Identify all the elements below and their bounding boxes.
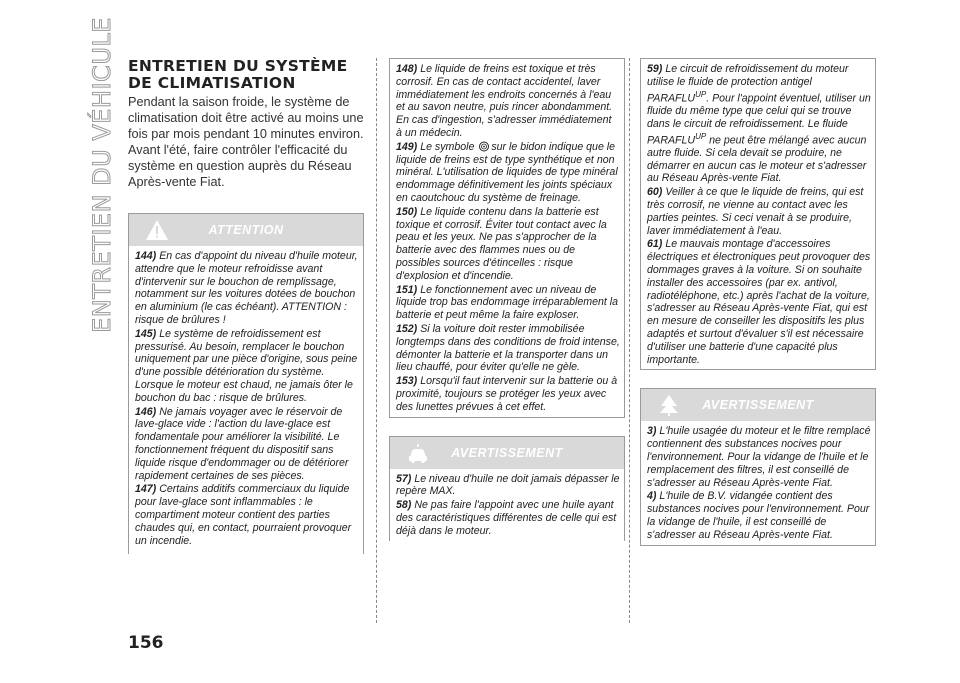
note-149: 149) Le symbole sur le bidon indique que le liquide de freins est de type synthétique et non minéral. L'utilisation de liquides de type minéral endommage définitivement les joints spéciaux en caoutchouc du système de freinage. [396,140,618,204]
avertissement-header-1 [390,437,624,469]
attention-header [129,214,363,246]
section-intro: Pendant la saison froide, le système de climatisation doit être activé au moins une fois par mois pendant 10 minutes environ. Avant l'été, faire contrôler l'efficacité du système en question auprès du Réseau Après-vente Fiat. [128,95,364,189]
avertissement-label-1: AVERTISSEMENT [451,445,563,460]
note-153: 153) Lorsqu'il faut intervenir sur la batterie ou à proximité, toujours se protéger les yeux avec des lunettes prévues à cet effet. [396,375,618,413]
column-divider [376,58,377,623]
column-3 [640,58,876,546]
note-60: 60) Veiller à ce que le liquide de freins, qui est très corrosif, ne vienne au contact avec les parties peintes. Si ceci venait à se produire, laver immédiatement à l'eau. [647,186,864,237]
avertissement-header-2 [641,389,875,421]
note-61: 61) Le mauvais montage d'accessoires électriques et électroniques peut provoquer des dommages graves à la voiture. Si on souhaite installer des accessoires (par ex. antivol, radiotéléphone, etc.) après l'achat de la voiture, s'adresser au Réseau Après-vente Fiat, qui est en mesure de conseiller les dispositifs les plus adaptés et surtout d'évaluer s'il est nécessaire d'utiliser une batterie d'une capacité plus importante. [647,238,871,366]
note-144: 144) En cas d'appoint du niveau d'huile moteur, attendre que le moteur refroidisse avant d'intervenir sur le bouchon de remplissage, notamment sur les voitures dotées de bouchon en aluminium (le cas échéant). ATTENTION : risque de brûlures ! [135,250,358,326]
attention-box [128,213,364,554]
attention-box-continued [389,58,625,418]
attention-label: ATTENTION [208,223,284,237]
note-148: 148) Le liquide de freins est toxique et très corrosif. En cas de contact accidentel, laver immédiatement les endroits concernés à l'eau et au savon neutre, puis rincer abondamment. En cas d'ingestion, s'adresser immédiatement à un médecin. [396,63,613,139]
note-145: 145) Le système de refroidissement est pressurisé. Au besoin, remplacer le bouchon uniquement par une pièce d'origine, sous peine d'une possible détérioration du système. Lorsque le moteur est chaud, ne jamais ôter le bouchon du bac : risque de brûlures. [135,327,358,404]
note-150: 150) Le liquide contenu dans la batterie est toxique et corrosif. Éviter tout contact avec la peau et les yeux. Ne pas s'approcher de la batterie avec des flammes nues ou de possibles sources d'étincelles : risque d'explosion et d'incendie. [396,205,607,282]
avertissement-body-2 [641,421,875,544]
avertissement-box-2 [640,388,876,545]
avertissement-box-1 [389,436,625,541]
avertissement-box-1-continued [640,58,876,370]
attention-body-part2 [390,59,624,417]
car-warning-icon [406,442,430,464]
avertissement-body-1b [641,59,875,369]
page-number: 156 [128,633,164,653]
attention-body-part1 [129,246,363,554]
column-divider [629,58,630,623]
section-title: ENTRETIEN DU SYSTÈME DE CLIMATISATION [128,57,348,92]
note-3: 3) L'huile usagée du moteur et le filtre remplacé contiennent des substances nocives pour l'environnement. Pour la vidange de l'huile et le remplacement des filtres, il est conseillé de s'adresser au Réseau Après-vente Fiat. [647,425,871,489]
note-151: 151) Le fonctionnement avec un niveau de liquide trop bas endommage irréparablement la batterie et peut même la faire exploser. [396,283,619,322]
column-1 [128,58,364,554]
note-59: 59) Le circuit de refroidissement du moteur utilise le fluide de protection antigel $PARAFLU^{UP}$. Pour l'appoint éventuel, utiliser un fluide du même type que celui qui se trouve dans le circuit de refroidissement. Le fluide $PARAFLU^{UP}$ ne peut être mélangé avec aucun autre fluide. Si cela devait se produire, ne démarrer en aucun cas le moteur et s'adresser au Réseau Après-vente Fiat. [647,63,871,185]
warning-triangle-icon [145,219,169,241]
note-57: 57) Le niveau d'huile ne doit jamais dépasser le repère MAX. [396,472,620,498]
note-152: 152) Si la voiture doit rester immobilisée longtemps dans des conditions de froid intense, démonter la batterie et la transporter dans un lieu chauffé, pour éviter qu'elle ne gèle. [396,322,620,374]
note-146: 146) Ne jamais voyager avec le réservoir de lave-glace vide : l'action du lave-glace est fondamentale pour améliorer la visibilité. Le fonctionnement fréquent du dispositif sans liquide risque d'endommager ou de détériorer rapidement certaines de ses pièces. [135,405,349,482]
environment-tree-icon [657,394,681,416]
note-4: 4) L'huile de B.V. vidangée contient des substances nocives pour l'environnement. Pour la vidange de l'huile, il est conseillé de s'adresser au Réseau Après-vente Fiat. [647,490,870,541]
brake-fluid-symbol-icon [478,141,490,152]
avertissement-body-1a [390,469,624,541]
note-58: 58) Ne pas faire l'appoint avec une huile ayant des caractéristiques différentes de celle qui est déjà dans le moteur. [396,499,617,537]
chapter-title-text: ENTRETIEN DU VÉHICULE [88,17,116,333]
column-2 [389,58,625,541]
note-147: 147) Certains additifs commerciaux du liquide pour lave-glace sont inflammables : le compartiment moteur contient des parties chaudes qui, en contact, pourraient provoquer un incendie. [135,483,352,547]
chapter-sidebar-title [82,17,122,333]
avertissement-label-2: AVERTISSEMENT [702,398,814,413]
